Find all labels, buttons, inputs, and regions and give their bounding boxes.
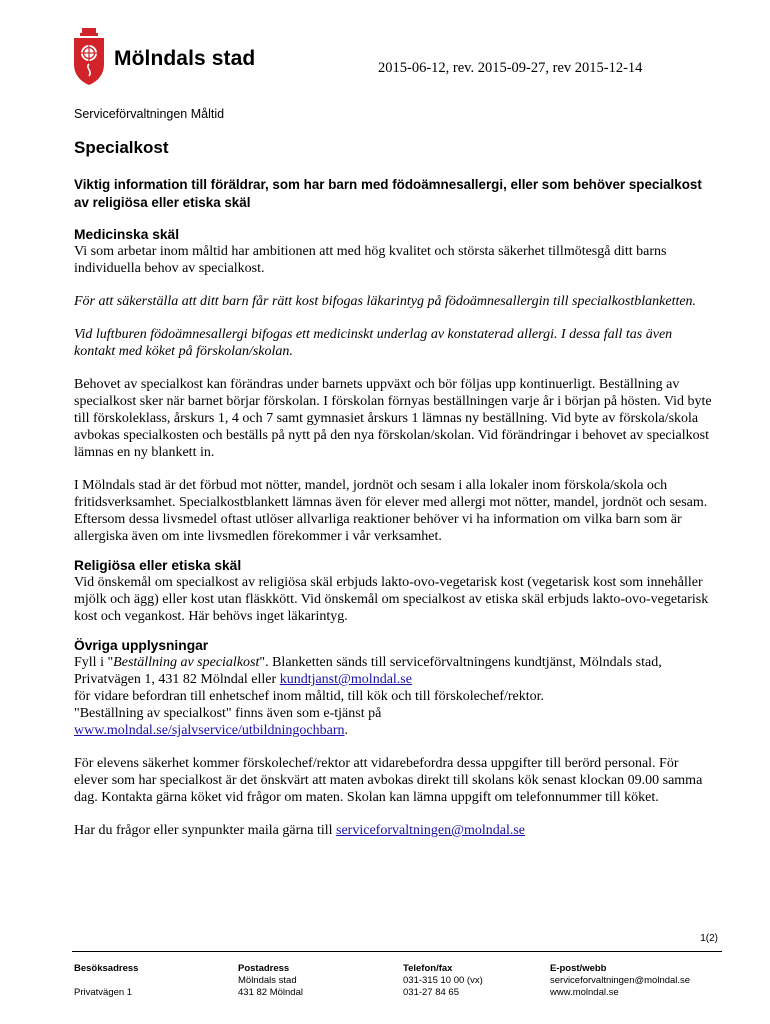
page-number: 1(2) [700,933,718,944]
medical-paragraph-5: I Mölndals stad är det förbud mot nötter, mandel, jordnöt och sesam i alla lokaler inom förskola/skola och fritidsverksamhet. Specialkostblankett lämnas även för elever med allergi mot nötter, mandel, jordnöt och sesam. Eftersom dessa livsmedel oftast utlöser allvarliga reaktioner behöver vi ha information om vilka barn som är allergiska även om inte livsmedlen förekommer i vår verksamhet. [74,478,708,544]
footer-web [550,963,690,999]
medical-paragraph-3: Vid luftburen födoämnesallergi bifogas ett medicinskt underlag av konstaterad allergi. I dessa fall tas även kontakt med köket på förskolan/skolan. [74,327,673,359]
footer-visit-address [74,963,138,999]
footer-web-label: E-post/webb [550,963,607,974]
footer-phone-line2: 031-27 84 65 [403,987,459,998]
document-body [74,176,714,839]
footer-website[interactable]: www.molndal.se [550,987,619,998]
document-date: 2015-06-12, rev. 2015-09-27, rev 2015-12-14 [378,60,643,76]
footer-post-line1: Mölndals stad [238,975,297,986]
footer-postal-address [238,963,303,999]
department-name: Serviceförvaltningen Måltid [74,107,225,121]
section-heading-other: Övriga upplysningar [74,638,209,653]
section-heading-religious: Religiösa eller etiska skäl [74,558,242,573]
medical-paragraph-2: För att säkerställa att ditt barn får rätt kost bifogas läkarintyg på födoämnesallergin till specialkostblanketten. [74,294,697,309]
intro-heading: Viktig information till föräldrar, som har barn med födoämnesallergi, eller som behöver specialkost av religiösa eller etiska skäl [74,177,702,210]
kundtjanst-email-link[interactable]: kundtjanst@molndal.se [279,672,412,687]
medical-paragraph-4: Behovet av specialkost kan förändras under barnets uppväxt och bör följas upp kontinuerligt. Beställning av specialkost sker när barnet börjar förskolan. I förskolan förnyas beställningen varje år i början på hösten. Vid byte till förskoleklass, årskurs 1, 4 och 7 samt gymnasiet årskurs 1 lämnas ny beställning. Vid byte av förskola/skola avbokas specialkosten och beställs på nytt på den nya förskolan/skolan. Vid förändringar i behovet av specialkost lämnas en ny blankett in. [74,377,712,460]
brand-name: Mölndals stad [114,47,256,70]
medical-paragraph-1: Vi som arbetar inom måltid har ambitionen att med hög kvalitet och största säkerhet tillmötesgå ditt barns individuella behov av specialkost. [74,244,667,276]
footer-visit-line1 [74,975,138,987]
footer-visit-label: Besöksadress [74,963,139,974]
service-email-link[interactable]: serviceforvaltningen@molndal.se [336,823,526,838]
footer-divider [72,951,722,952]
footer-visit-line2: Privatvägen 1 [74,987,133,998]
section-heading-medical: Medicinska skäl [74,227,180,242]
other-paragraph-2: För elevens säkerhet kommer förskolechef/rektor att vidarebefordra dessa uppgifter till berörd personal. För elever som har specialkost är det önskvärt att maten avbokas direkt till skolans kök senast klockan 09.00 samma dag. Kontakta gärna köket vid frågor om maten. Skolan kan lämna uppgift om telefonnummer till köket. [74,756,703,805]
other-paragraph-3: Har du frågor eller synpunkter maila gärna till serviceforvaltningen@molndal.se [74,823,526,838]
religious-paragraph-1: Vid önskemål om specialkost av religiösa skäl erbjuds lakto-ovo-vegetarisk kost (vegetarisk kost som innehåller mjölk och ägg) eller kost utan fläskkött. Vid önskemål om specialkost av etiska skäl erbjuds lakto-ovo-vegetarisk kost och vegankost. Här behövs inget läkarintyg. [74,575,709,624]
footer-phone-line1: 031-315 10 00 (vx) [403,975,483,986]
footer-post-label: Postadress [238,963,290,974]
footer-email[interactable]: serviceforvaltningen@molndal.se [550,975,691,986]
page-title: Specialkost [74,138,169,157]
footer-phone [403,963,483,999]
footer-post-line2: 431 82 Mölndal [238,987,303,998]
self-service-link[interactable]: www.molndal.se/sjalvservice/utbildningochbarn [74,723,345,738]
molndal-crest-logo [72,28,106,86]
other-paragraph-1: Fyll i "Beställning av specialkost". Blanketten sänds till serviceförvaltningens kundtjänst, Mölndals stad, Privatvägen 1, 431 82 Mölndal eller kundtjanst@molndal.se för vidare befordran till enhetschef inom måltid, till kök och till förskolechef/rektor. "Beställning av specialkost" finns även som e-tjänst på www.molndal.se/sjalvservice/utbildningochbarn. [74,655,662,738]
footer-phone-label: Telefon/fax [403,963,453,974]
